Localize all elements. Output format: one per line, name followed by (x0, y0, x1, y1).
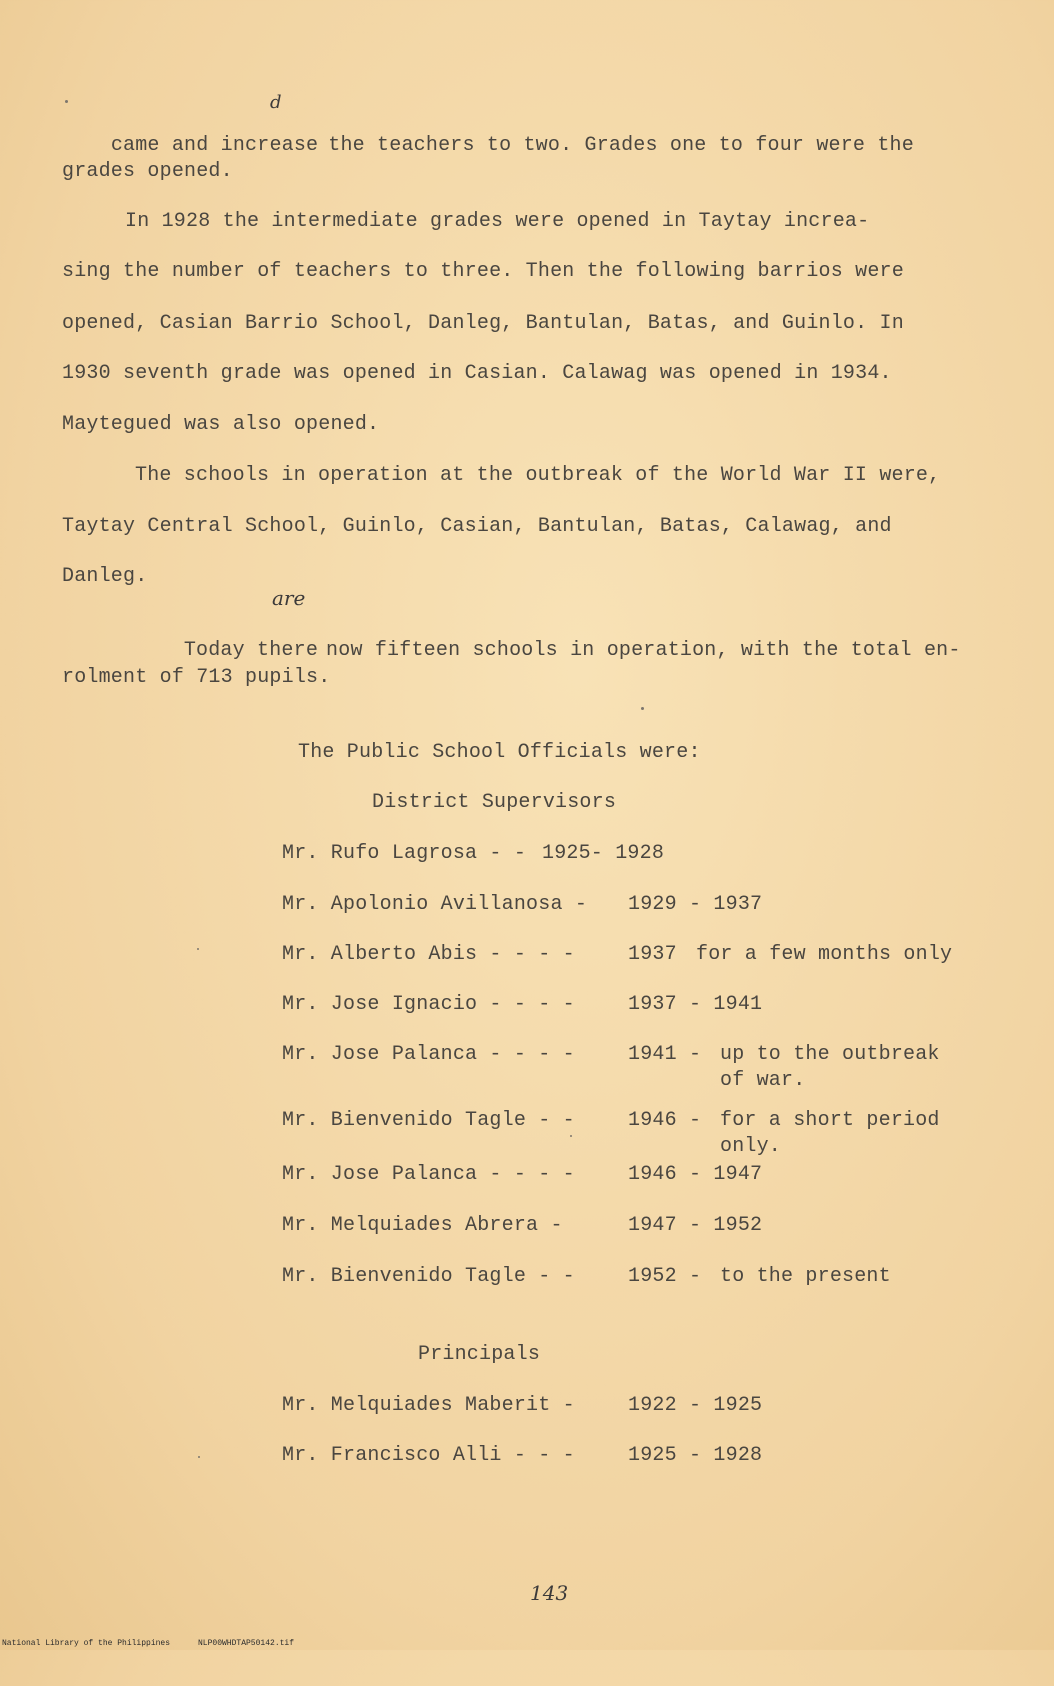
supervisor-row (282, 893, 587, 917)
supervisor-name: Mr. Jose Palanca - - - - (282, 1043, 575, 1066)
paragraph-2-line-3: opened, Casian Barrio School, Danleg, Bantulan, Batas, and Guinlo. In (62, 312, 904, 335)
supervisor-row (282, 1163, 575, 1187)
supervisor-years: 1941 - (628, 1043, 702, 1066)
paper-speck (641, 707, 644, 710)
supervisor-row (282, 1265, 575, 1289)
supervisor-row (282, 943, 575, 967)
supervisor-years: 1952 - (628, 1265, 702, 1288)
handwritten-insert-d: d (270, 92, 282, 113)
principal-years: 1925 - 1928 (628, 1444, 763, 1467)
principal-name: Mr. Francisco Alli - - - (282, 1444, 575, 1467)
supervisor-note: up to the outbreak (720, 1043, 940, 1066)
principal-row (282, 1444, 575, 1468)
supervisor-row (282, 993, 575, 1017)
supervisor-row (282, 1214, 563, 1238)
supervisor-years: 1946 - 1947 (628, 1163, 763, 1186)
principal-row (282, 1394, 575, 1418)
paragraph-3-line-2: Taytay Central School, Guinlo, Casian, Bantulan, Batas, Calawag, and (62, 515, 892, 538)
supervisor-name: Mr. Rufo Lagrosa - - (282, 842, 527, 865)
text-fragment: now fifteen schools in operation, with the total en- (326, 639, 961, 662)
supervisor-note: to the present (720, 1265, 891, 1288)
supervisor-name: Mr. Apolonio Avillanosa - (282, 893, 588, 916)
supervisor-name: Mr. Melquiades Abrera - (282, 1214, 563, 1237)
officials-heading: The Public School Officials were: (298, 741, 701, 764)
supervisor-years: 1947 - 1952 (628, 1214, 763, 1237)
supervisor-years: 1929 - 1937 (628, 893, 763, 916)
paper-speck (198, 1456, 200, 1458)
supervisor-row (282, 1043, 575, 1067)
principals-heading: Principals (418, 1343, 541, 1366)
paper-speck (65, 100, 68, 103)
supervisor-note-continued: only. (720, 1135, 782, 1158)
supervisor-name: Mr. Bienvenido Tagle - - (282, 1265, 575, 1288)
supervisor-name: Mr. Jose Ignacio - - - - (282, 993, 575, 1016)
paper-speck (570, 1135, 572, 1137)
supervisor-years: 1925- 1928 (542, 842, 665, 865)
scan-footer (0, 1638, 1054, 1650)
paragraph-3-line-3: Danleg. (62, 565, 148, 588)
supervisors-heading: District Supervisors (372, 791, 617, 814)
supervisor-name: Mr. Jose Palanca - - - - (282, 1163, 575, 1186)
supervisor-note: for a few months only (696, 943, 953, 966)
supervisor-row (282, 1109, 575, 1133)
paragraph-2-line-2: sing the number of teachers to three. Then the following barrios were (62, 260, 904, 283)
supervisor-years: 1946 - (628, 1109, 702, 1132)
paragraph-3-line-1: The schools in operation at the outbreak of the World War II were, (135, 464, 941, 487)
paragraph-1-line-2: grades opened. (62, 160, 233, 183)
supervisor-note: for a short period (720, 1109, 940, 1132)
text-fragment: the teachers to two. Grades one to four were the (328, 134, 914, 157)
paragraph-2-line-5: Maytegued was also opened. (62, 413, 380, 436)
handwritten-insert-are: are (272, 586, 306, 610)
footer-file: NLP00WHDTAP50142.tif (198, 1639, 295, 1648)
supervisor-years: 1937 (628, 943, 677, 966)
supervisor-row (282, 842, 526, 866)
page-number: 143 (530, 1581, 569, 1605)
paragraph-4-line-2: rolment of 713 pupils. (62, 666, 331, 689)
text-fragment: Today there (183, 639, 319, 662)
supervisor-name: Mr. Bienvenido Tagle - - (282, 1109, 575, 1132)
paragraph-2-line-1: In 1928 the intermediate grades were opened in Taytay increa- (125, 210, 870, 233)
supervisor-years: 1937 - 1941 (628, 993, 763, 1016)
principal-years: 1922 - 1925 (628, 1394, 763, 1417)
footer-library: National Library of the Philippines (2, 1639, 171, 1648)
supervisor-note-continued: of war. (720, 1069, 806, 1092)
paper-speck (197, 948, 199, 950)
text-fragment: came and increase (110, 134, 319, 157)
supervisor-name: Mr. Alberto Abis - - - - (282, 943, 575, 966)
paragraph-2-line-4: 1930 seventh grade was opened in Casian. Calawag was opened in 1934. (62, 362, 892, 385)
principal-name: Mr. Melquiades Maberit - (282, 1394, 575, 1417)
